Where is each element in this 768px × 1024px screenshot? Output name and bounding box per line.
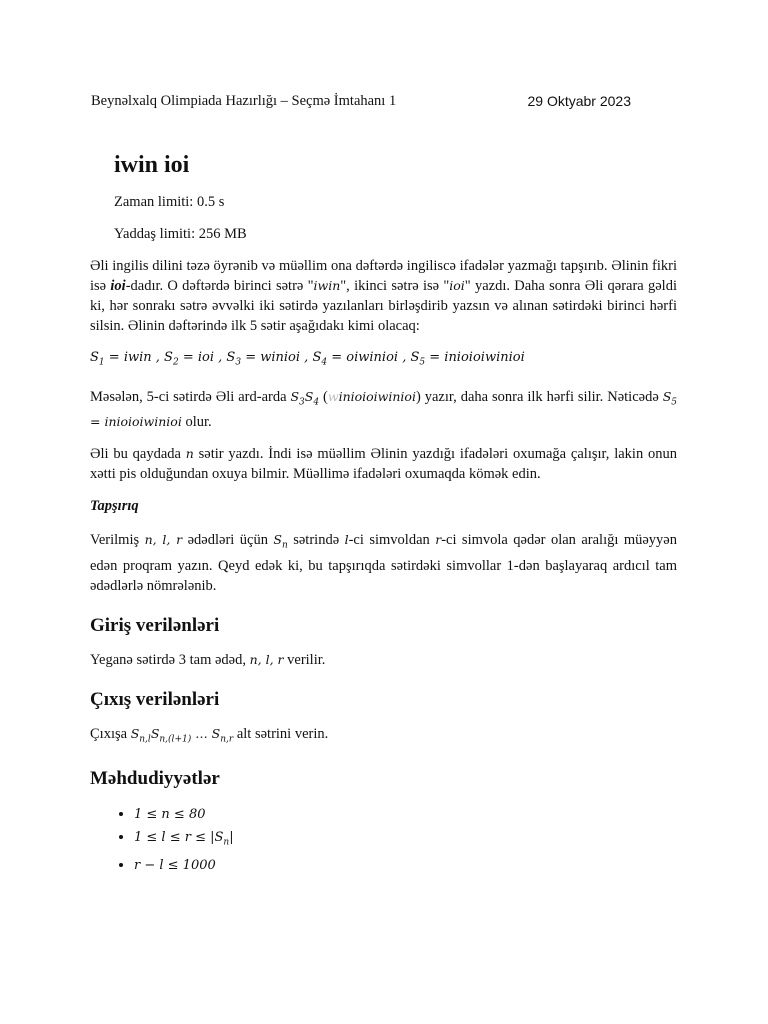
example-paragraph <box>90 387 677 433</box>
text: alt sətrini verin. <box>233 725 329 742</box>
output-paragraph <box>90 724 677 750</box>
math: l <box>344 532 349 548</box>
sym: S <box>304 388 314 404</box>
text: ioi <box>110 278 126 294</box>
text: -ci simvola qədər olan aralığı müəyyən edən proqram yazın. Qeyd edək ki, bu tapşırıqda sətirdəki simvollar 1-dən başlayaraq ardıcıl tam ədədlərlə nömrələnib. <box>90 532 677 594</box>
intro-paragraph <box>90 256 677 336</box>
page-header <box>91 93 631 110</box>
expr: 1 ≤ n ≤ 80 <box>134 807 206 823</box>
sub: 4 <box>321 357 328 368</box>
text: Əli bu qaydada <box>90 446 186 463</box>
math: n, l, r <box>249 651 284 667</box>
string-s1: $S_1$ = iwin <box>90 350 152 368</box>
text: " yazdı. Daha sonra Əli qərara gəldi ki, hər sonrakı sətrə əvvəlki iki sətirdə yazılanları birləşdirib yazsın və alınan sətirdəki birinci hərfi silsin. Əlinin dəftərində ilk 5 sətir aşağıdakı kimi olacaq: <box>90 278 677 334</box>
sub: n <box>281 540 288 551</box>
val: inioioiwinioi <box>444 350 525 365</box>
sym: S <box>211 725 221 741</box>
limits-list <box>90 803 677 877</box>
sym: S <box>150 725 160 741</box>
list-item <box>134 803 677 826</box>
val: oiwinioi <box>346 350 399 365</box>
task-paragraph <box>90 530 677 596</box>
text: verilir. <box>283 651 326 668</box>
sub: 5 <box>419 357 426 368</box>
text: sətir yazdı. İndi isə müəllim Əlinin yazdığı ifadələri oxumağa çalışır, lakin onun xətti pis olduğundan oxuya bilmir. Müəllimə ifadələri oxumaqda kömək edin. <box>90 446 678 483</box>
text: ədədləri üçün <box>182 532 274 549</box>
text: -ci simvoldan <box>348 532 436 549</box>
math: r <box>435 532 442 548</box>
task-heading: Tapşırıq <box>90 498 139 515</box>
time-limit: Zaman limiti: 0.5 s <box>114 194 225 210</box>
math: ioi <box>449 278 465 293</box>
limits-heading: Məhdudiyyətlər <box>90 768 220 790</box>
math <box>130 725 234 745</box>
input-paragraph <box>90 650 677 670</box>
sub: 3 <box>235 357 242 368</box>
text: Çıxışa <box>90 725 131 742</box>
problem-title: iwin ioi <box>114 152 190 178</box>
sub: n,r <box>220 734 234 745</box>
sub: n <box>223 837 230 848</box>
list-item <box>134 826 677 854</box>
text: Verilmiş <box>90 532 145 549</box>
problem-body <box>90 256 677 877</box>
sym: S <box>130 725 140 741</box>
text: Əli ingilis dilini təzə öyrənib və müəllim ona dəftərdə ingiliscə ifadələr yazmağı tapşırıb. Əlinin fikri isə <box>90 258 677 294</box>
description-paragraph <box>90 444 677 484</box>
val: ioi <box>197 350 215 365</box>
sub: 5 <box>671 397 678 408</box>
sym: S <box>410 350 420 365</box>
output-heading: Çıxış verilənləri <box>90 688 220 710</box>
sym: S <box>312 350 322 365</box>
val: inioioiwinioi <box>338 388 416 404</box>
removed-letter: w <box>327 388 339 404</box>
text: sətrində <box>287 532 345 549</box>
text: ( <box>319 388 328 405</box>
sym: S <box>164 350 173 365</box>
sym: S <box>273 532 282 548</box>
val: winioi <box>260 350 301 365</box>
header-date: 29 Oktyabr 2023 <box>527 93 631 109</box>
dots: … <box>191 725 212 741</box>
math: n <box>185 446 194 462</box>
sub: n,l <box>139 734 151 745</box>
expr: 1 ≤ l ≤ r ≤ |S <box>134 830 224 846</box>
string-s3: $S_3$ = winioi <box>226 350 301 368</box>
math <box>328 389 416 404</box>
math <box>134 858 216 873</box>
expr: | <box>229 830 234 846</box>
expr: r − l ≤ 1000 <box>134 857 216 873</box>
text: Yeganə sətirdə 3 tam ədəd, <box>90 651 250 668</box>
text: yazır, daha sonra ilk hərfi silir. Nəticədə <box>420 388 663 405</box>
sym: S <box>90 350 99 365</box>
sym: S <box>662 388 672 404</box>
text: ", ikinci sətrə isə " <box>340 278 450 294</box>
memory-limit: Yaddaş limiti: 256 MB <box>114 226 247 242</box>
math <box>134 830 234 848</box>
sub: 4 <box>313 397 320 408</box>
string-s2: $S_2$ = ioi <box>164 350 215 368</box>
text: olur. <box>181 414 212 431</box>
val: inioioiwinioi <box>104 414 182 430</box>
math <box>134 807 206 822</box>
math <box>273 532 288 551</box>
text: -dadır. O dəftərdə birinci sətrə " <box>125 278 314 294</box>
sub: 1 <box>98 357 105 368</box>
strings-formula: $S_1$ = iwin , $S_2$ = ioi , $S_3$ = winioi , $S_4$ = oiwinioi , $S_5$ = inioioiwinioi <box>90 350 525 368</box>
math: n, l, r <box>144 532 183 548</box>
string-s4: $S_4$ = oiwinioi <box>312 350 399 368</box>
sym: S <box>290 388 300 404</box>
text: ) <box>415 388 421 405</box>
math: iwin <box>313 278 341 293</box>
sym: S <box>226 350 236 365</box>
input-heading: Giriş verilənləri <box>90 614 220 636</box>
math <box>290 388 320 408</box>
list-item <box>134 854 677 877</box>
text: Məsələn, 5-ci sətirdə Əli ard-arda <box>90 388 291 405</box>
sub: n,(l+1) <box>159 734 192 745</box>
sub: 2 <box>172 357 179 368</box>
sub: 3 <box>299 397 305 408</box>
eq: = <box>90 414 105 430</box>
val: iwin <box>123 350 152 365</box>
string-s5: $S_5$ = inioioiwinioi <box>410 350 525 368</box>
header-exam-title: Beynəlxalq Olimpiada Hazırlığı – Seçmə İmtahanı 1 <box>91 93 397 109</box>
